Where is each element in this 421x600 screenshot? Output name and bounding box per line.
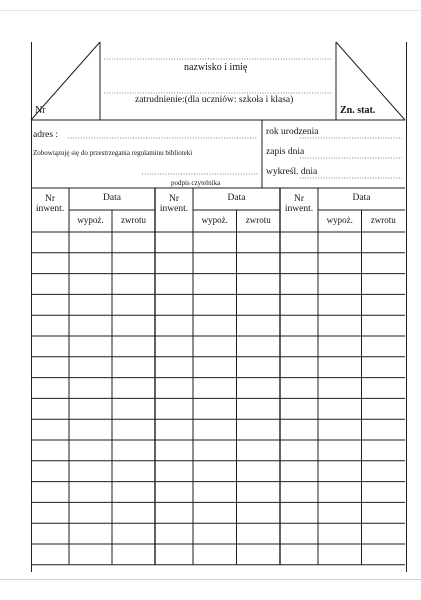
card-number-label: Nr — [35, 105, 46, 116]
signature-label: podpis czytelnika — [171, 179, 221, 187]
return-date-header: zwrotu — [245, 215, 271, 225]
name-label: nazwisko i imię — [184, 62, 248, 73]
birth-year-label: rok urodzenia — [266, 127, 319, 137]
address-label: adres : — [33, 130, 59, 140]
return-date-header: zwrotu — [370, 215, 396, 225]
inventory-number-header: Nr inwent. — [284, 194, 314, 214]
employment-label: zatrudnienie:(dla uczniów: szkoła i klasa) — [135, 95, 294, 105]
inventory-number-header: Nr inwent. — [159, 194, 189, 214]
statistical-sign-label: Zn. stat. — [340, 105, 376, 116]
date-header: Data — [352, 193, 371, 203]
loan-date-header: wypoż. — [77, 215, 104, 225]
date-header: Data — [227, 193, 246, 203]
rules-statement: Zobowiązuję się do przestrzegania regulaminu biblioteki — [33, 149, 193, 157]
deletion-date-label: wykreśl. dnia — [266, 167, 318, 177]
registration-date-label: zapis dnia — [266, 147, 305, 157]
inventory-number-header: Nr inwent. — [35, 194, 65, 214]
page-bottom-edge — [0, 579, 421, 580]
loan-date-header: wypoż. — [326, 215, 353, 225]
return-date-header: zwrotu — [121, 215, 146, 225]
loan-date-header: wypoż. — [201, 215, 228, 225]
loans-table-grid — [31, 188, 405, 565]
date-header: Data — [103, 193, 121, 203]
